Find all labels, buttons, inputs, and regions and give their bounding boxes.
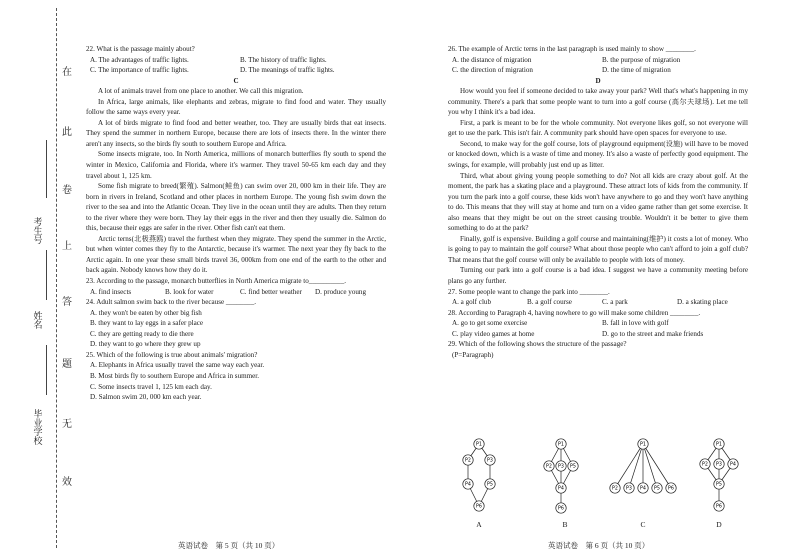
option: D. the time of migration [602,66,671,75]
diagram-edge [643,444,671,488]
paragraph: Turning our park into a golf course is a bad idea. I suggest we have a community meeting before plans go any further. [448,266,748,286]
question-stem: 25. Which of the following is true about animals' migration? [86,350,258,359]
option: A. they won't be eaten by other big fish [90,308,202,317]
option: D. go to the street and make friends [602,329,704,338]
paragraph: A lot of birds migrate to find food and better weather, too. They are usually birds that eat insects. They spend the summer in northern Europe, because there are lots of insects there. In the winter there aren't any insects, so the birds fly south to southern Europe and Africa. [86,118,386,148]
option-row [448,329,748,340]
diagram-node-label: P5 [654,486,660,492]
structure-diagram-a [455,436,503,518]
question-stem: 27. Some people want to change the park into ________. [448,287,610,296]
paragraph: In Africa, large animals, like elephants and zebras, migrate to find food and water. They usually follow the same ways every year. [86,97,386,117]
paragraph: A lot of animals travel from one place to another. We call this migration. [98,87,304,96]
option: C. the direction of migration [452,66,533,75]
exam-number-label: 考生号 [33,217,43,245]
section-heading: D [595,76,601,85]
seal-dashed-line [56,8,57,548]
diagram-node-label: P3 [487,458,493,464]
diagram-node-label: P6 [558,506,564,512]
option: A. go to get some exercise [452,319,528,328]
option-row [86,65,386,76]
question-stem: 24. Adult salmon swim back to the river because ________. [86,298,257,307]
section-heading: C [233,76,239,85]
option: D. a skating place [677,298,728,307]
option: B. a golf course [527,298,572,307]
diagram-node-label: P4 [640,486,646,492]
diagram-note: (P=Paragraph) [452,350,494,359]
option-row [448,55,748,66]
question-stem: 28. According to Paragraph 4, having nowhere to go will make some children ________. [448,308,701,317]
paragraph: How would you feel if someone decided to take away your park? Well that's what's happening in my community. There's a park that some people want to turn into a golf course (高尔夫球场). Let me tell you why I think it's a bad idea. [448,87,748,117]
question-stem: 23. According to the passage, monarch butterflies in North America migrate to__________. [86,277,347,286]
page-5-column [86,44,386,403]
diagram-node-label: P2 [702,462,708,468]
diagram-node-label: P6 [668,486,674,492]
seal-char: 题 [62,359,72,370]
option: B. look for water [165,287,214,296]
seal-char: 卷 [62,185,72,196]
option-row [86,287,386,298]
seal-char: 此 [62,127,72,138]
option: A. Elephants in Africa usually travel the same way each year. [90,361,265,370]
diagram-node-label: P1 [476,442,482,448]
diagram-label-c: C [640,520,646,529]
option: C. a park [602,298,628,307]
diagram-node-label: P5 [716,482,722,488]
seal-char: 效 [62,477,72,488]
structure-diagram-c [607,436,679,518]
option-row [448,318,748,329]
option: D. produce young [315,287,367,296]
paragraph: Some insects migrate, too. In North America, millions of monarch butterflies fly south to spend the winter in Mexico, California and Florida, where it's warmer. They travel 50-65 km each day and they travel about 1, 125 km. [86,150,386,180]
paragraph: Some fish migrate to breed(繁殖). Salmon(鲑鱼) can swim over 20, 000 km in their life. They are born in rivers in Ireland, Scotland and other places in northern Europe. The young fish swim down the river to the sea and into the Atlantic Ocean. They live in the ocean until they are adults. Then they return to the river where they were born. They lay their eggs in the river and then they usually die. Salmon do this, because their eggs are safer in the river. Other fish can't eat them. [86,182,386,233]
page-5-footer: 英语试卷 第 5 页（共 10 页） [178,541,280,550]
option: B. they want to lay eggs in a safer place [90,319,204,328]
option: A. find insects [90,287,132,296]
diagram-node-label: P1 [640,442,646,448]
option: B. Most birds fly to southern Europe and Africa in summer. [90,371,260,380]
paragraph: Third, what about giving young people something to do? Not all kids are crazy about golf. At the moment, the park has a skating place and a playground. These attract lots of kids from the community. If you turn the park into a golf course, these kids won't have anywhere to go and they won't have anything to do. This means that they will stay at home and turn on a video game rather than get some exercise. It also means that they might be out on the street causing trouble. Wouldn't it be better to give them something to do at the park? [448,171,748,233]
option: D. The meanings of traffic lights. [240,66,335,75]
seal-char: 在 [62,67,72,78]
option: C. The importance of traffic lights. [90,66,189,75]
diagram-node-label: P2 [465,458,471,464]
page-6-column [448,44,748,360]
diagram-node-label: P3 [558,464,564,470]
seal-char: 无 [62,419,72,430]
diagram-label-b: B [562,520,568,529]
question-stem: 29. Which of the following shows the structure of the passage? [448,340,627,349]
option: C. play video games at home [452,329,535,338]
option: A. the distance of migration [452,55,532,64]
diagram-node-label: P2 [546,464,552,470]
structure-diagram-b [537,436,585,518]
school-label: 毕业学校 [33,409,43,446]
question-stem: 26. The example of Arctic terns in the last paragraph is used mainly to show ________. [448,45,696,53]
diagram-node-label: P6 [716,504,722,510]
school-line [46,345,47,395]
exam-number-line [46,140,47,198]
diagram-node-label: P5 [487,482,493,488]
diagram-node-label: P1 [716,442,722,448]
option: D. Salmon swim 20, 000 km each year. [90,393,202,402]
paragraph: Second, to make way for the golf course, lots of playground equipment(设施) will have to be moved or knocked down, which is a waste of time and money. It's also a waste of perfectly good equipment. The swings, for example, will probably just end up as litter. [448,139,748,170]
option-row [448,65,748,76]
option-row [86,55,386,66]
name-line [46,250,47,300]
question-stem: 22. What is the passage mainly about? [86,45,195,53]
option: A. The advantages of traffic lights. [90,55,189,64]
option: B. the purpose of migration [602,55,681,64]
option: B. fall in love with golf [602,319,669,328]
structure-diagram-d [695,436,743,518]
paragraph: Arctic terns(北极燕鸥) travel the furthest when they migrate. They spend the summer in the Arctic, but when winter comes they fly to the Antarctic, because it's warmer. The next year they fly back to the Arctic again. In one year these small birds travel 36, 000km from one end of the earth to the other and back again. Nobody knows how they do it. [86,234,386,275]
diagram-node-label: P6 [476,504,482,510]
diagram-node-label: P2 [612,486,618,492]
diagram-label-d: D [716,520,722,529]
diagram-edge [643,444,657,488]
name-label: 姓名 [33,311,43,330]
diagram-node-label: P4 [558,486,564,492]
option: B. The history of traffic lights. [240,55,327,64]
diagram-node-label: P1 [558,442,564,448]
diagram-node-label: P3 [626,486,632,492]
diagram-edge [615,444,643,488]
seal-char: 上 [62,241,72,252]
paragraph: First, a park is meant to be for the whole community. Not everyone likes golf, so not everyone will get to use the park. This isn't fair. A community park should have open spaces for everyone to use. [448,118,748,138]
paragraph: Finally, golf is expensive. Building a golf course and maintaining(维护) it costs a lot of money. Who is going to pay to maintain the golf course? What about those people who can't afford to join a golf club? That means that the golf course will only be available to people with lots of money. [448,234,748,264]
option-row [448,297,748,308]
diagram-node-label: P4 [730,462,736,468]
binding-margin [0,0,72,560]
option: D. they want to go where they grew up [90,340,201,349]
option: C. they are getting ready to die there [90,329,194,338]
structure-diagrams [455,436,755,532]
diagram-node-label: P3 [716,462,722,468]
diagram-edge [629,444,643,488]
page-6-footer: 英语试卷 第 6 页（共 10 页） [548,541,650,550]
diagram-node-label: P5 [570,464,576,470]
diagram-node-label: P4 [465,482,471,488]
option: C. find better weather [240,287,302,296]
option: A. a golf club [452,298,492,307]
seal-char: 答 [62,297,72,308]
option: C. Some insects travel 1, 125 km each day. [90,382,212,391]
diagram-label-a: A [476,520,482,529]
